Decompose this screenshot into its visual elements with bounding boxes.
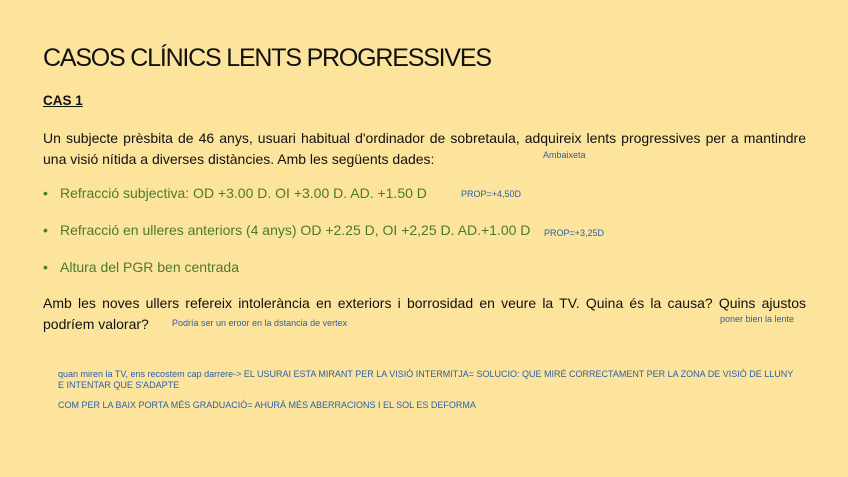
bullet-dot-icon: • (43, 222, 48, 238)
annotation-ambaixeta: Ambaixeta (543, 150, 586, 160)
case-question-paragraph: Amb les noves ullers refereix intolerància en exteriors i borrosidad en veure la TV. Quina és la causa? Quins ajustos podríem valorar? (43, 295, 806, 332)
slide-title: CASOS CLÍNICS LENTS PROGRESSIVES (43, 44, 491, 72)
bullet-item (43, 185, 427, 201)
case-intro-paragraph: Un subjecte prèsbita de 46 anys, usuari habitual d'ordinador de sobretaula, adquireix lents progressives per a mantindre una visió nítida a diverses distàncies. Amb les següents dades: (43, 130, 806, 167)
bullet-item (43, 259, 239, 275)
bullet-text: Refracció en ulleres anteriors (4 anys) OD +2.25 D, OI +2,25 D. AD.+1.00 D (60, 222, 531, 238)
annotation-prop-1: PROP=+4,50D (461, 189, 522, 199)
case-label: CAS 1 (43, 93, 83, 108)
bullet-text: Altura del PGR ben centrada (60, 259, 239, 275)
annotation-tv-solution: quan miren la TV, ens recostem cap darrere-> EL USURAI ESTA MIRANT PER LA VISIÓ INTERMITJA= SOLUCIO: QUE MIRÉ CORRECTAMENT PER LA ZONA DE VISIÓ DE LLUNY E INTENTAR QUE S'ADAPTE (58, 369, 794, 390)
bullet-dot-icon: • (43, 185, 48, 201)
annotation-aberrations: COM PER LA BAIX PORTA MÉS GRADUACIÓ= AHURÁ MÉS ABERRACIONS I EL SOL ES DEFORMA (58, 400, 476, 410)
annotation-vertex-error: Podría ser un eroor en la dstancia de vertex (172, 318, 348, 328)
annotation-poner-lente: poner bien la lente (720, 314, 795, 324)
bullet-item (43, 222, 530, 238)
annotation-prop-2: PROP=+3,25D (544, 228, 605, 238)
bullet-text: Refracció subjectiva: OD +3.00 D. OI +3.00 D. AD. +1.50 D (60, 185, 427, 201)
bullet-dot-icon: • (43, 259, 48, 275)
